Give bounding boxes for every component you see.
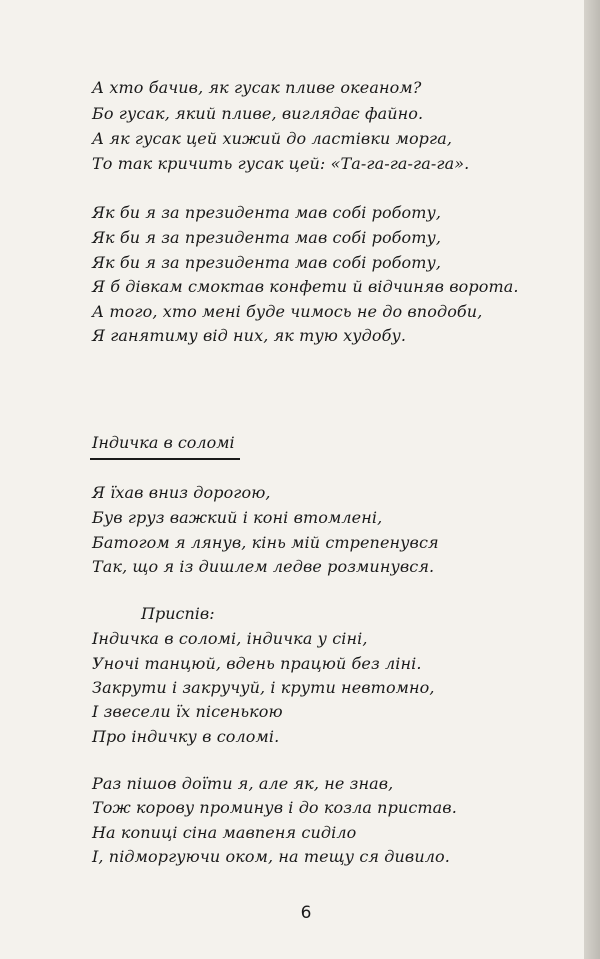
stanza1-line-2: Бо гусак, який пливе, виглядає файно. xyxy=(92,104,424,123)
song-title: Індичка в соломі xyxy=(92,433,235,452)
title-underline xyxy=(90,458,240,460)
verse1-line-4: Так, що я із дишлем ледве розминувся. xyxy=(92,557,435,576)
chorus-label: Приспів: xyxy=(141,604,215,623)
stanza2-line-2: Як би я за президента мав собі роботу, xyxy=(92,228,442,247)
stanza2-line-3: Як би я за президента мав собі роботу, xyxy=(92,253,442,272)
stanza1-line-4: То так кричить гусак цей: «Та-га-га-га-га». xyxy=(92,154,470,173)
chorus-line-4: І звесели їх пісенькою xyxy=(92,702,283,721)
page-number: 6 xyxy=(300,903,312,923)
chorus-line-1: Індичка в соломі, індичка у сіні, xyxy=(92,629,368,648)
stanza2-line-6: Я ганятиму від них, як тую худобу. xyxy=(92,326,407,345)
stanza2-line-4: Я б дівкам смоктав конфети й відчиняв ворота. xyxy=(92,277,519,296)
chorus-line-2: Уночі танцюй, вдень працюй без ліні. xyxy=(92,654,422,673)
verse2-line-1: Раз пішов доїти я, але як, не знав, xyxy=(92,774,394,793)
verse1-line-3: Батогом я лянув, кінь мій стрепенувся xyxy=(92,533,439,552)
stanza1-line-3: А як гусак цей хижий до ластівки морга, xyxy=(92,129,453,148)
chorus-line-3: Закрути і закручуй, і крути невтомно, xyxy=(92,678,435,697)
verse1-line-1: Я їхав вниз дорогою, xyxy=(92,483,271,502)
verse2-line-2: Тож корову проминув і до козла пристав. xyxy=(92,798,457,817)
verse2-line-3: На копиці сіна мавпеня сиділо xyxy=(92,823,357,842)
verse1-line-2: Був груз важкий і коні втомлені, xyxy=(92,508,383,527)
next-page-edge xyxy=(584,0,600,959)
stanza2-line-5: А того, хто мені буде чимось не до вподоби, xyxy=(92,302,483,321)
verse2-line-4: І, підморгуючи оком, на тещу ся дивило. xyxy=(92,847,450,866)
chorus-line-5: Про індичку в соломі. xyxy=(92,727,280,746)
stanza1-line-1: А хто бачив, як гусак пливе океаном? xyxy=(92,78,422,97)
stanza2-line-1: Як би я за президента мав собі роботу, xyxy=(92,203,442,222)
